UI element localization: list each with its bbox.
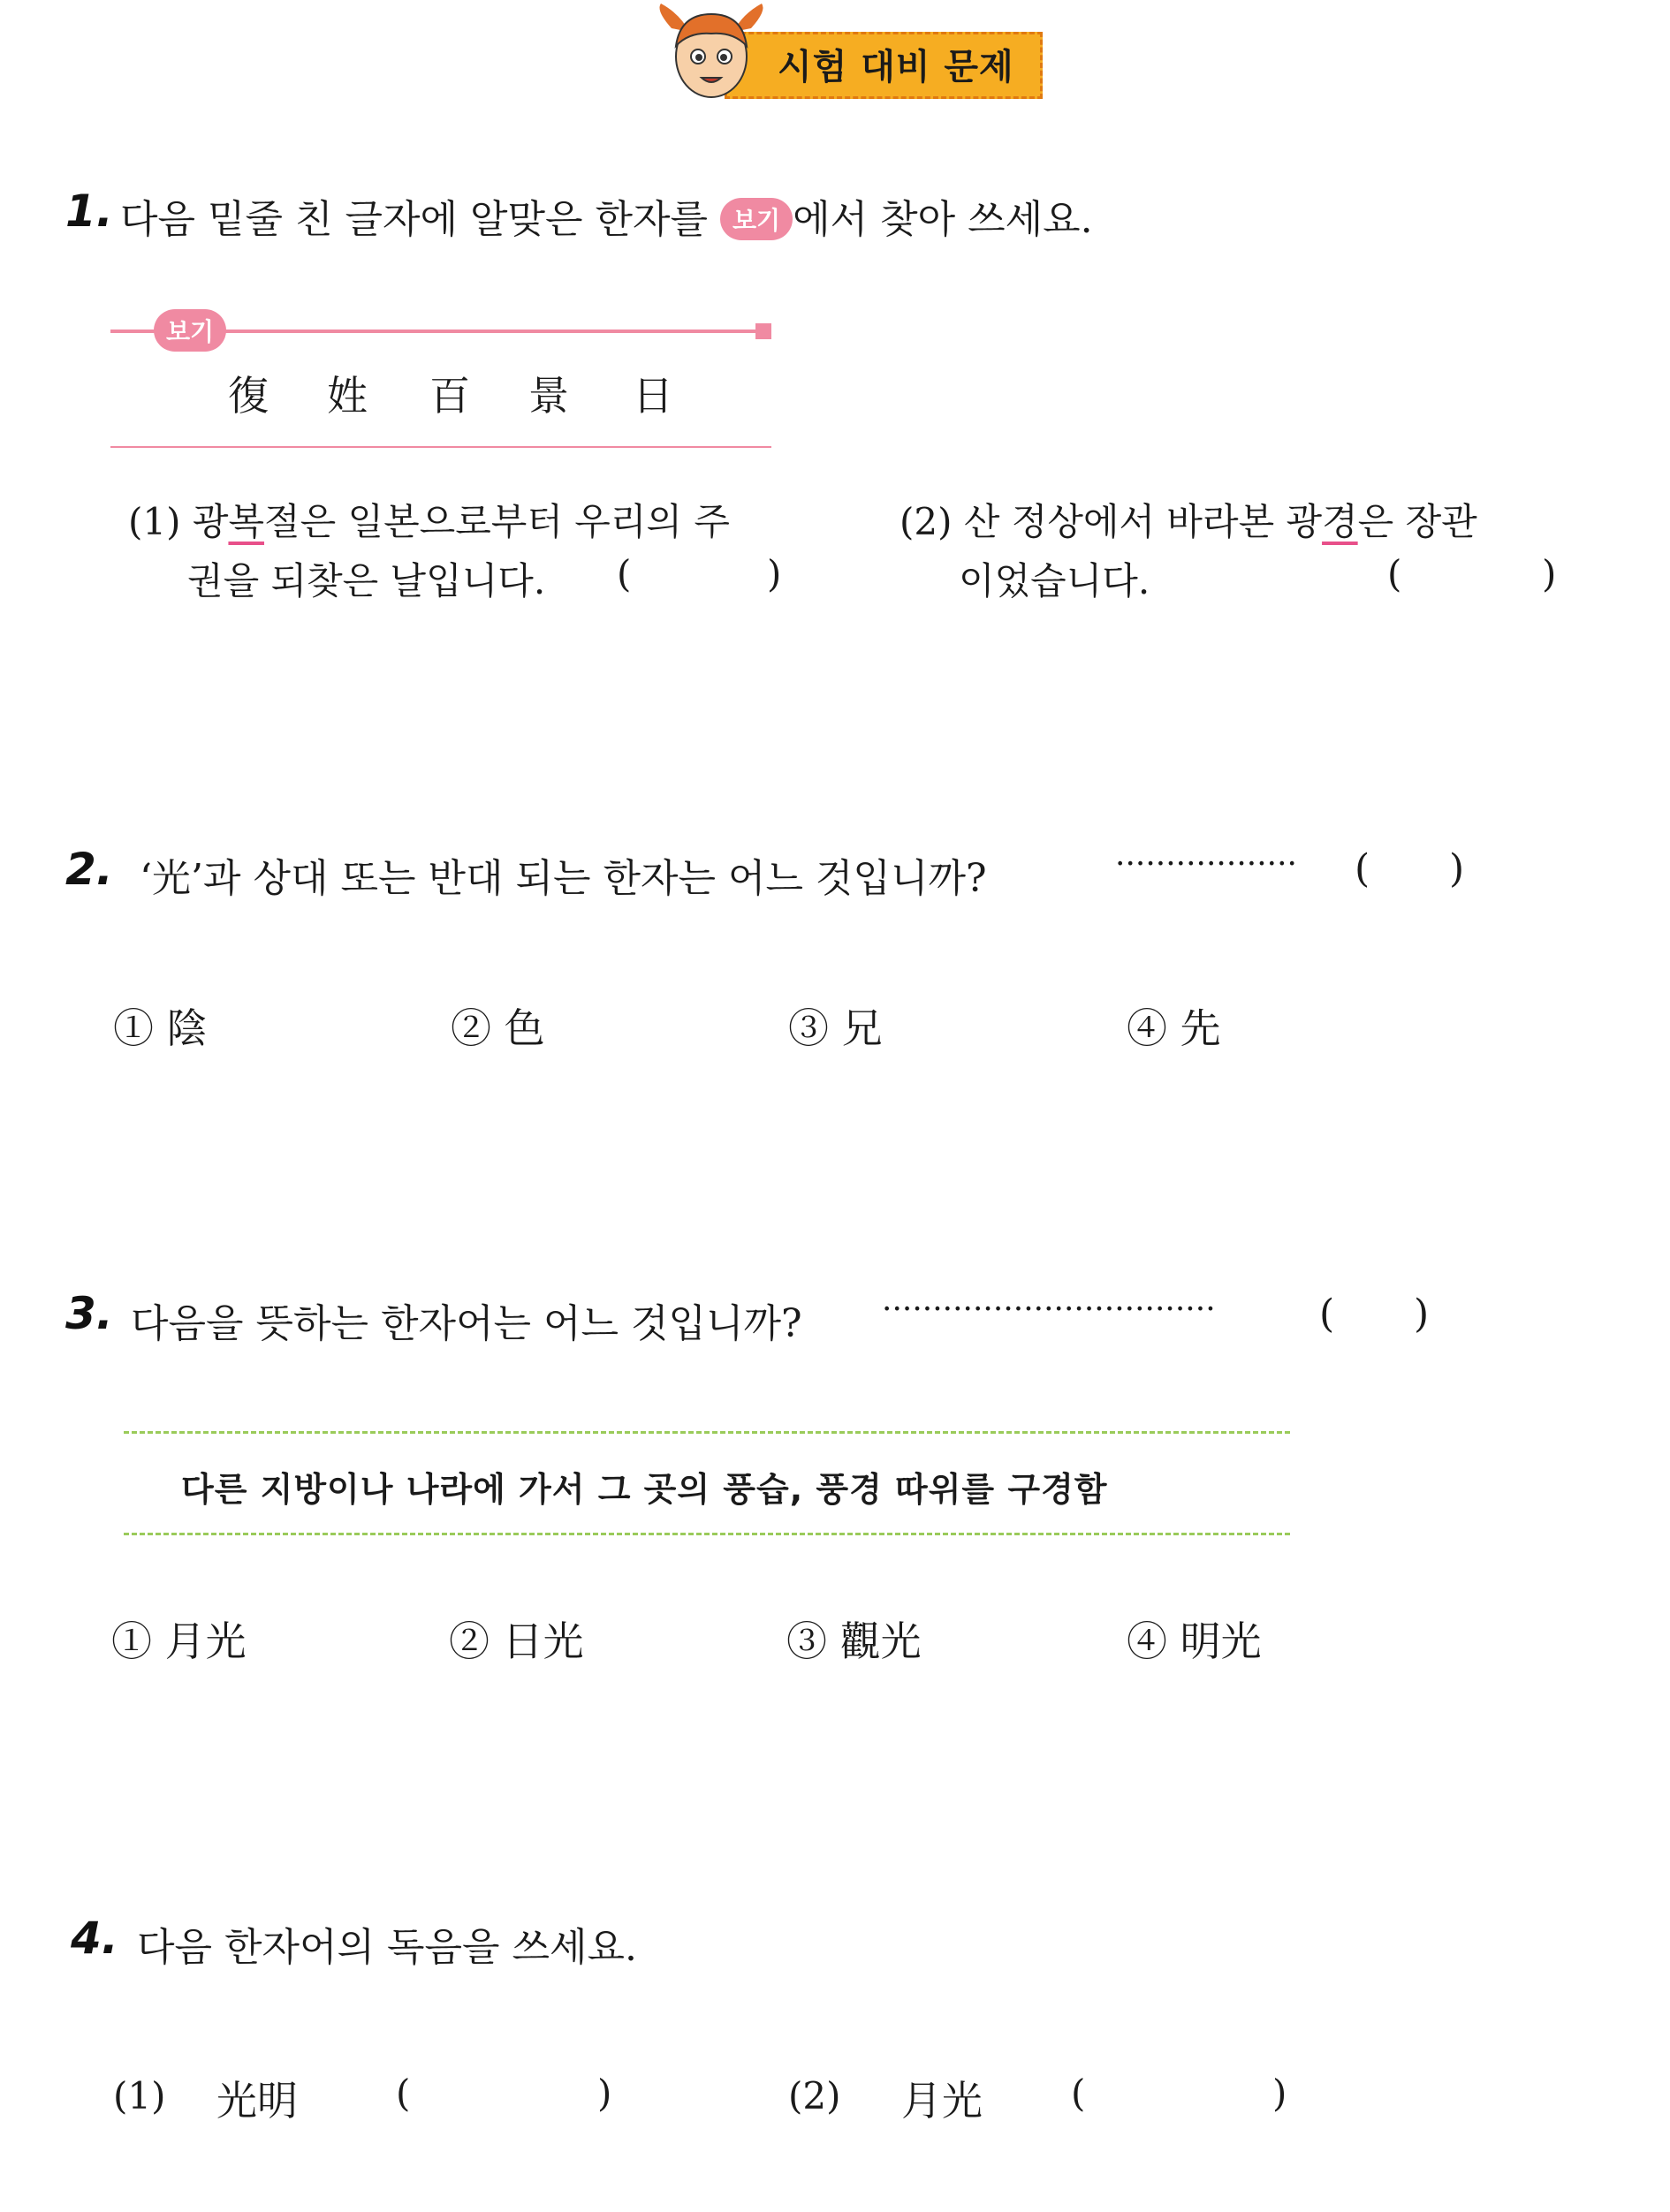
q2-choice-3[interactable] [788, 996, 883, 1055]
girl-mascot-icon [654, 2, 769, 108]
choice-text: 色 [504, 1004, 545, 1052]
question-3-definition: 다른 지방이나 나라에 가서 그 곳의 풍습, 풍경 따위를 구경함 [181, 1470, 1108, 1509]
question-3-text: 다음을 뜻하는 한자어는 어느 것입니까? [131, 1301, 802, 1346]
choice-number: ③ [788, 1004, 829, 1052]
q1-sub1-text-a: 광 [192, 500, 229, 543]
bogi-square-marker [755, 323, 771, 339]
question-3-number: 3. [65, 1288, 113, 1339]
bogi-bottom-line [110, 446, 771, 448]
answer-paren-close: ) [1272, 2072, 1287, 2115]
q1-sub2-label: (2) [900, 500, 953, 543]
q1-sub1-line2: 권을 되찾은 날입니다. [187, 559, 546, 602]
q4-item-2-word: 月光 [901, 2077, 983, 2125]
answer-paren-close: ) [767, 552, 782, 595]
answer-paren-open: ( [1355, 846, 1370, 891]
q4-item-1-word: 光明 [216, 2077, 298, 2125]
bogi-pill: 보기 [720, 198, 793, 240]
q1-sub2-text-a: 산 정상에서 바라본 광 [963, 500, 1323, 543]
q1-sub1-underlined: 복 [228, 500, 265, 543]
q3-choice-1[interactable] [111, 1610, 247, 1668]
bogi-option: 復 [228, 372, 269, 420]
answer-paren-close: ) [1449, 846, 1465, 891]
question-1-number: 1. [65, 186, 113, 237]
question-1-text [120, 187, 1093, 244]
q1-sub2-answer-blank[interactable] [1401, 552, 1533, 598]
choice-number: ② [449, 1617, 490, 1665]
bogi-label: 보기 [154, 309, 226, 352]
choice-number: ④ [1127, 1617, 1167, 1665]
q1-sub1-answer-blank[interactable] [629, 552, 762, 598]
choice-text: 月光 [164, 1617, 247, 1665]
choice-number: ① [113, 1004, 154, 1052]
answer-paren-open: ( [1071, 2072, 1086, 2115]
q3-choice-3[interactable] [786, 1610, 922, 1668]
answer-paren-close: ) [1542, 552, 1557, 595]
q3-choice-2[interactable] [449, 1610, 584, 1668]
bogi-option: 景 [528, 372, 569, 420]
choice-number: ③ [786, 1617, 827, 1665]
q1-sub1-text-b: 절은 일본으로부터 우리의 주 [264, 500, 730, 543]
answer-paren-open: ( [1387, 552, 1402, 595]
q3-choice-4[interactable] [1127, 1610, 1262, 1668]
q4-item-1-label: (1) [113, 2074, 166, 2117]
choice-text: 陰 [166, 1004, 208, 1052]
bogi-option: 日 [633, 372, 673, 420]
q4-item-2-label: (2) [788, 2074, 841, 2117]
question-2-text: ‘光’과 상대 또는 반대 되는 한자는 어느 것입니까? [140, 856, 987, 901]
choice-number: ① [111, 1617, 152, 1665]
choice-text: 明光 [1180, 1617, 1262, 1665]
q2-choice-1[interactable] [113, 996, 208, 1055]
page-title: 시험 대비 문제 [778, 47, 1014, 87]
choice-number: ② [451, 1004, 491, 1052]
choice-text: 觀光 [839, 1617, 922, 1665]
question-4-number: 4. [71, 1913, 118, 1964]
choice-text: 日光 [502, 1617, 584, 1665]
leader-dots: ································· [882, 1292, 1216, 1328]
definition-bottom-divider [124, 1533, 1290, 1535]
q1-sub1-label: (1) [128, 500, 181, 543]
answer-paren-close: ) [1414, 1292, 1430, 1337]
q1-sub1-line1 [128, 493, 730, 546]
answer-paren-open: ( [1319, 1292, 1335, 1337]
answer-paren-open: ( [396, 2072, 411, 2115]
choice-text: 先 [1180, 1004, 1221, 1052]
q2-choice-4[interactable] [1127, 996, 1221, 1055]
choice-number: ④ [1127, 1004, 1167, 1052]
q1-sub2-line1 [900, 493, 1477, 546]
q4-item-1-answer-blank[interactable] [411, 2072, 592, 2121]
question-4-text: 다음 한자어의 독음을 쓰세요. [137, 1925, 637, 1970]
answer-paren-open: ( [617, 552, 632, 595]
q1-sub2-line2: 이었습니다. [959, 559, 1150, 602]
bogi-option: 百 [429, 372, 470, 420]
q3-answer-blank[interactable] [1334, 1292, 1409, 1337]
choice-text: 兄 [841, 1004, 883, 1052]
q4-item-2-answer-blank[interactable] [1087, 2072, 1268, 2121]
q1-sub2-text-b: 은 장관 [1357, 500, 1477, 543]
q2-answer-blank[interactable] [1370, 846, 1445, 892]
definition-top-divider [124, 1431, 1290, 1434]
q1-sub2-underlined: 경 [1322, 500, 1358, 543]
bogi-option: 姓 [327, 372, 368, 420]
question-1-text-before: 다음 밑줄 친 글자에 알맞은 한자를 [120, 197, 708, 242]
question-2-number: 2. [65, 844, 113, 895]
question-1-text-after: 에서 찾아 쓰세요. [793, 197, 1093, 242]
q2-choice-2[interactable] [451, 996, 545, 1055]
answer-paren-close: ) [597, 2072, 612, 2115]
leader-dots: ·················· [1115, 846, 1297, 883]
